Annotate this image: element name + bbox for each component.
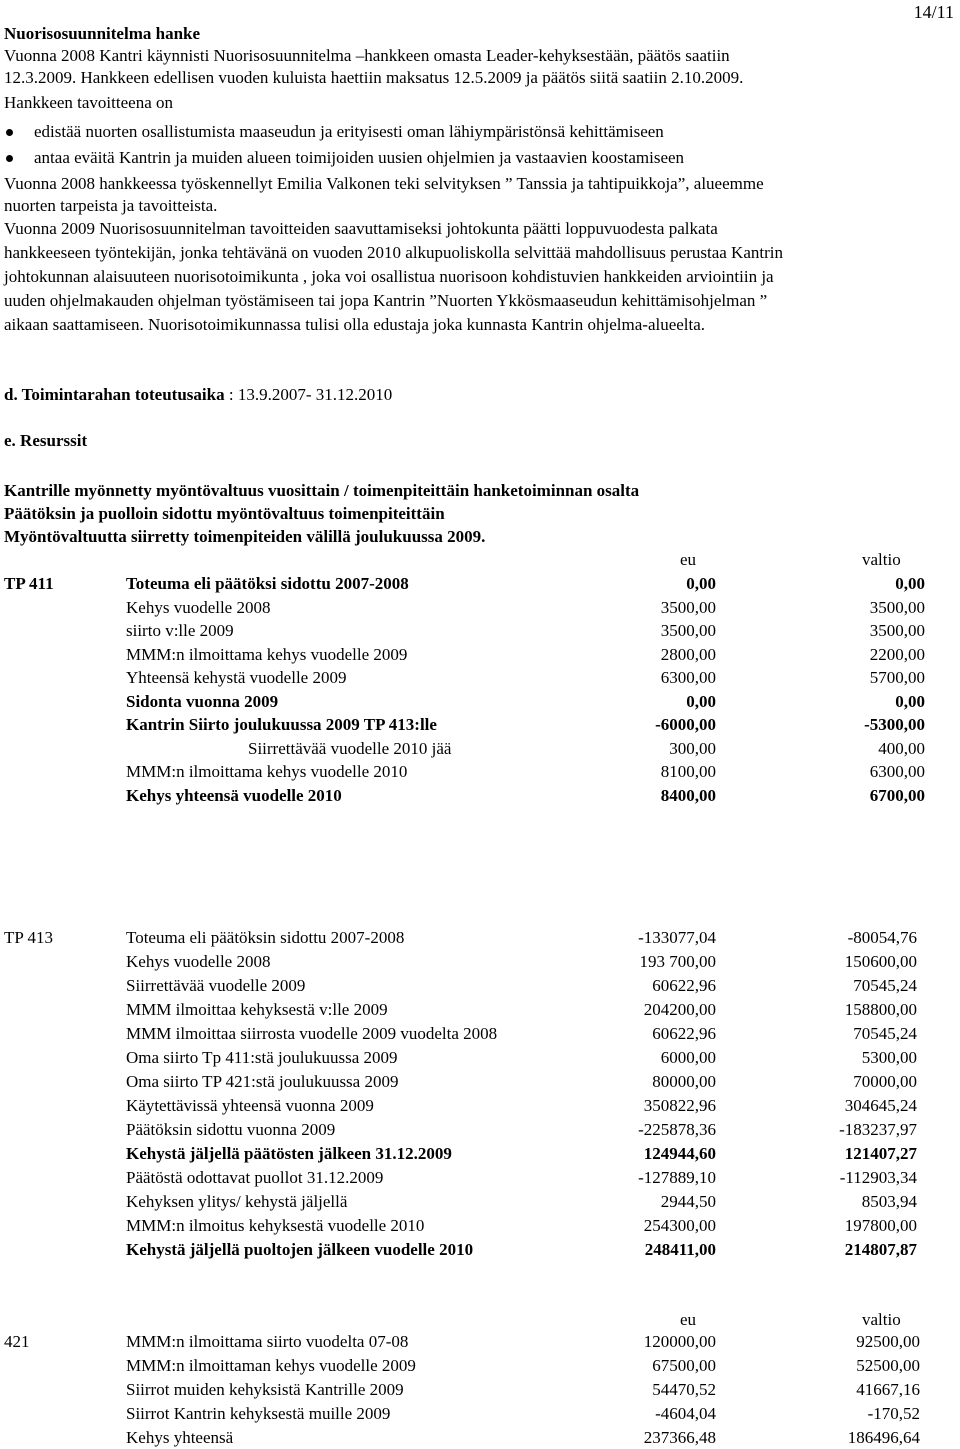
bullet-item: edistää nuorten osallistumista maaseudun ja erityisesti oman lähiympäristönsä kehittämiseen bbox=[34, 122, 664, 141]
row-eu-value: -6000,00 bbox=[655, 715, 716, 734]
row-label: Oma siirto TP 421:stä joulukuussa 2009 bbox=[126, 1072, 399, 1091]
table-row bbox=[0, 1023, 960, 1045]
row-label: Kehyksen ylitys/ kehystä jäljellä bbox=[126, 1192, 348, 1211]
row-label: Päätöstä odottavat puollot 31.12.2009 bbox=[126, 1168, 384, 1187]
table-row bbox=[0, 1119, 960, 1141]
row-label: MMM:n ilmoittaman kehys vuodelle 2009 bbox=[126, 1356, 416, 1375]
paragraph-line: johtokunnan alaisuuteen nuorisotoimikunta , joka voi osallistua nuorisoon kohdistuvien hankkeiden arviointiin ja bbox=[4, 267, 774, 286]
column-header-eu: eu bbox=[680, 1310, 697, 1329]
row-eu-value: 8400,00 bbox=[660, 785, 716, 805]
table-row bbox=[0, 761, 960, 783]
row-label: Kehystä jäljellä päätösten jälkeen 31.12.2009 bbox=[126, 1144, 452, 1163]
row-eu-value: 6300,00 bbox=[660, 668, 716, 687]
section-d-label: d. Toimintarahan toteutusaika bbox=[4, 385, 225, 404]
row-eu-value: -133077,04 bbox=[638, 928, 716, 947]
row-valtio-value: 5300,00 bbox=[861, 1048, 917, 1067]
row-label: MMM:n ilmoittama kehys vuodelle 2009 bbox=[126, 644, 408, 664]
row-valtio-value: -170,52 bbox=[867, 1404, 920, 1423]
row-valtio-value: 186496,64 bbox=[847, 1428, 920, 1447]
table-row bbox=[0, 738, 960, 760]
row-label: Kehys yhteensä bbox=[126, 1428, 234, 1447]
row-eu-value: 3500,00 bbox=[660, 597, 716, 617]
row-valtio-value: 3500,00 bbox=[869, 597, 925, 617]
paragraph-line: nuorten tarpeista ja tavoitteista. bbox=[4, 196, 218, 215]
row-valtio-value: 8503,94 bbox=[861, 1192, 917, 1211]
table-row bbox=[0, 1215, 960, 1237]
table-row bbox=[0, 1071, 960, 1093]
row-code: TP 411 bbox=[4, 574, 54, 593]
row-eu-value: 67500,00 bbox=[652, 1356, 716, 1375]
intro-line: Hankkeen tavoitteena on bbox=[4, 93, 173, 112]
row-valtio-value: 70545,24 bbox=[853, 1024, 917, 1043]
row-label: Kehystä jäljellä puoltojen jälkeen vuodelle 2010 bbox=[126, 1240, 474, 1259]
row-valtio-value: 6300,00 bbox=[869, 762, 925, 781]
row-eu-value: 54470,52 bbox=[652, 1380, 716, 1399]
row-label: Päätöksin sidottu vuonna 2009 bbox=[126, 1120, 336, 1139]
row-eu-value: 3500,00 bbox=[660, 621, 716, 640]
row-label: Sidonta vuonna 2009 bbox=[126, 691, 279, 711]
row-eu-value: 60622,96 bbox=[652, 1024, 716, 1043]
paragraph-line: aikaan saattamiseen. Nuorisotoimikunnassa tulisi olla edustaja joka kunnasta Kantrin ohjelma-alueelta. bbox=[4, 315, 706, 334]
row-eu-value: 248411,00 bbox=[644, 1240, 716, 1259]
row-eu-value: 350822,96 bbox=[643, 1096, 716, 1115]
row-code: TP 413 bbox=[4, 928, 53, 947]
page-title: Nuorisosuunnitelma hanke bbox=[4, 24, 201, 43]
paragraph-line: uuden ohjelmakauden ohjelman työstämiseen tai jopa Kantrin ”Nuorten Ykkösmaaseudun kehittämisohjelman ” bbox=[4, 291, 768, 310]
row-valtio-value: -183237,97 bbox=[839, 1120, 917, 1139]
resources-heading: Myöntövaltuutta siirretty toimenpiteiden välillä joulukuussa 2009. bbox=[4, 527, 486, 546]
row-eu-value: 80000,00 bbox=[652, 1072, 716, 1091]
table-row bbox=[0, 691, 960, 713]
bullet-item: antaa eväitä Kantrin ja muiden alueen toimijoiden uusien ohjelmien ja vastaavien koostamiseen bbox=[34, 148, 685, 167]
row-valtio-value: 400,00 bbox=[878, 738, 925, 758]
row-label: Siirrettävää vuodelle 2009 bbox=[126, 976, 306, 995]
row-eu-value: 254300,00 bbox=[643, 1216, 716, 1235]
row-label: Kehys vuodelle 2008 bbox=[126, 952, 271, 971]
row-code: 421 bbox=[4, 1332, 30, 1351]
table-row bbox=[0, 597, 960, 619]
row-eu-value: -225878,36 bbox=[638, 1120, 716, 1139]
table-row bbox=[0, 785, 960, 807]
row-eu-value: 193 700,00 bbox=[639, 952, 716, 971]
row-label: Siirrot muiden kehyksistä Kantrille 2009 bbox=[126, 1380, 404, 1399]
row-eu-value: 0,00 bbox=[686, 574, 716, 593]
row-label: Kehys yhteensä vuodelle 2010 bbox=[126, 785, 342, 805]
table-row bbox=[0, 1191, 960, 1213]
table-row bbox=[0, 644, 960, 666]
row-label: Toteuma eli päätöksin sidottu 2007-2008 bbox=[126, 928, 405, 947]
row-valtio-value: 52500,00 bbox=[856, 1356, 920, 1375]
row-valtio-value: 70000,00 bbox=[853, 1072, 917, 1091]
row-eu-value: 204200,00 bbox=[643, 1000, 716, 1019]
row-label: Käytettävissä yhteensä vuonna 2009 bbox=[126, 1096, 374, 1115]
row-valtio-value: -80054,76 bbox=[847, 928, 917, 947]
row-eu-value: 300,00 bbox=[669, 738, 716, 758]
row-valtio-value: 6700,00 bbox=[869, 785, 925, 805]
table-row bbox=[0, 1331, 960, 1353]
table-row bbox=[0, 667, 960, 689]
table-row bbox=[0, 1427, 960, 1449]
row-label: Kehys vuodelle 2008 bbox=[126, 597, 271, 617]
row-eu-value: 60622,96 bbox=[652, 976, 716, 995]
bullet-icon bbox=[6, 155, 13, 162]
row-eu-value: 2944,50 bbox=[660, 1192, 716, 1211]
table-row bbox=[0, 1379, 960, 1401]
table-row bbox=[0, 1143, 960, 1165]
column-header-valtio: valtio bbox=[862, 550, 901, 569]
table-row bbox=[0, 927, 960, 949]
row-valtio-value: -112903,34 bbox=[839, 1168, 917, 1187]
row-eu-value: 120000,00 bbox=[643, 1332, 716, 1351]
row-valtio-value: 0,00 bbox=[895, 691, 925, 711]
table-row bbox=[0, 951, 960, 973]
row-valtio-value: 5700,00 bbox=[869, 668, 925, 687]
row-valtio-value: 41667,16 bbox=[856, 1380, 920, 1399]
row-eu-value: 124944,60 bbox=[643, 1144, 716, 1163]
table-row bbox=[0, 975, 960, 997]
row-eu-value: -4604,04 bbox=[655, 1404, 716, 1423]
intro-line: 12.3.2009. Hankkeen edellisen vuoden kuluista haettiin maksatus 12.5.2009 ja päätös siitä saatiin 2.10.2009. bbox=[4, 68, 744, 87]
table-row bbox=[0, 1167, 960, 1189]
row-label: Siirrot Kantrin kehyksestä muille 2009 bbox=[126, 1404, 391, 1423]
bullet-icon bbox=[6, 129, 13, 136]
row-valtio-value: 92500,00 bbox=[856, 1332, 920, 1351]
row-valtio-value: 2200,00 bbox=[869, 644, 925, 664]
row-eu-value: 237366,48 bbox=[643, 1428, 716, 1447]
intro-line: Vuonna 2008 Kantri käynnisti Nuorisosuunnitelma –hankkeen omasta Leader-kehyksestään, päätös saatiin bbox=[4, 46, 730, 65]
row-valtio-value: 304645,24 bbox=[844, 1096, 917, 1115]
row-valtio-value: 0,00 bbox=[895, 574, 925, 593]
row-eu-value: 8100,00 bbox=[660, 762, 716, 781]
row-label: Yhteensä kehystä vuodelle 2009 bbox=[126, 668, 347, 687]
row-label: MMM:n ilmoittama siirto vuodelta 07-08 bbox=[126, 1332, 409, 1351]
row-valtio-value: 3500,00 bbox=[869, 621, 925, 640]
section-d-sep: : bbox=[224, 385, 238, 404]
row-label: siirto v:lle 2009 bbox=[126, 621, 234, 640]
row-valtio-value: 70545,24 bbox=[853, 976, 917, 995]
table-row bbox=[0, 620, 960, 642]
row-label: Oma siirto Tp 411:stä joulukuussa 2009 bbox=[126, 1048, 398, 1067]
row-label: Siirrettävää vuodelle 2010 jää bbox=[248, 738, 452, 758]
table-row bbox=[0, 1047, 960, 1069]
row-label: Kantrin Siirto joulukuussa 2009 TP 413:lle bbox=[126, 715, 437, 734]
table-row bbox=[0, 1239, 960, 1261]
row-valtio-value: 158800,00 bbox=[844, 1000, 917, 1019]
paragraph-line: Vuonna 2009 Nuorisosuunnitelman tavoitteiden saavuttamiseksi johtokunta päätti loppuvuodesta palkata bbox=[4, 219, 718, 238]
table-row bbox=[0, 1095, 960, 1117]
row-eu-value: -127889,10 bbox=[638, 1168, 716, 1187]
row-label: Toteuma eli päätöksi sidottu 2007-2008 bbox=[126, 574, 409, 593]
row-label: MMM ilmoittaa kehyksestä v:lle 2009 bbox=[126, 1000, 388, 1019]
table-row bbox=[0, 714, 960, 736]
row-valtio-value: 150600,00 bbox=[844, 952, 917, 971]
row-eu-value: 0,00 bbox=[686, 691, 716, 711]
row-valtio-value: 197800,00 bbox=[844, 1216, 917, 1235]
row-valtio-value: 214807,87 bbox=[844, 1240, 917, 1259]
section-d bbox=[4, 385, 392, 405]
table-row bbox=[0, 573, 960, 595]
table-row bbox=[0, 999, 960, 1021]
resources-heading: Kantrille myönnetty myöntövaltuus vuosittain / toimenpiteittäin hanketoiminnan osalta bbox=[4, 481, 640, 500]
resources-heading: Päätöksin ja puolloin sidottu myöntövaltuus toimenpiteittäin bbox=[4, 504, 445, 523]
row-label: MMM:n ilmoittama kehys vuodelle 2010 bbox=[126, 762, 408, 781]
paragraph-line: Vuonna 2008 hankkeessa työskennellyt Emilia Valkonen teki selvityksen ” Tanssia ja tahtipuikkoja”, alueemme bbox=[4, 174, 764, 193]
row-valtio-value: 121407,27 bbox=[844, 1144, 917, 1163]
page-number: 14/11 bbox=[913, 2, 954, 22]
row-label: MMM:n ilmoitus kehyksestä vuodelle 2010 bbox=[126, 1216, 425, 1235]
section-e: e. Resurssit bbox=[4, 431, 88, 450]
table-row bbox=[0, 1403, 960, 1425]
paragraph-line: hankkeeseen työntekijän, jonka tehtävänä on vuoden 2010 alkupuoliskolla selvittää mahdollisuus perustaa Kantrin bbox=[4, 243, 783, 262]
column-header-valtio: valtio bbox=[862, 1310, 901, 1329]
row-valtio-value: -5300,00 bbox=[864, 715, 925, 734]
table-row bbox=[0, 1355, 960, 1377]
column-header-eu: eu bbox=[680, 550, 697, 569]
row-label: MMM ilmoittaa siirrosta vuodelle 2009 vuodelta 2008 bbox=[126, 1024, 498, 1043]
row-eu-value: 6000,00 bbox=[660, 1048, 716, 1067]
row-eu-value: 2800,00 bbox=[660, 644, 716, 664]
section-d-value: 13.9.2007- 31.12.2010 bbox=[237, 385, 393, 404]
